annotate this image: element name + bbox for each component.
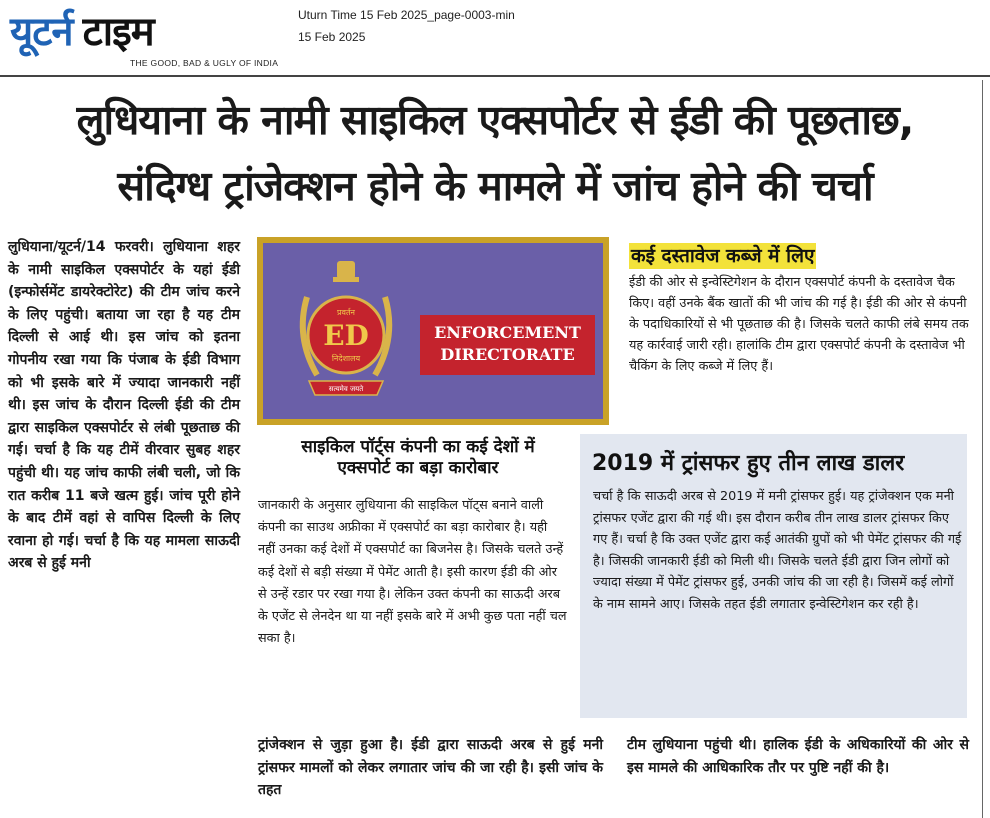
cycle-heading-line-1: साइकिल पॉर्ट्स कंपनी का कई देशों में (301, 437, 535, 457)
image-background (263, 243, 603, 419)
masthead-tagline: THE GOOD, BAD & UGLY OF INDIA (130, 58, 279, 68)
cycle-section-body: जानकारी के अनुसार लुधियाना की साइकिल पॉट्स बनाने वाली कंपनी का साउथ अफ्रीका में एक्सपोर्ट का बड़ा कारोबार है। यही नहीं उनका कई देशों में एक्सपोर्ट का बिजनेस है। जिसके चलते उन्हें कई देशों से बड़ी संख्या में पेमेंट आती है। इसी कारण ईडी की ओर से उन्हें रडार पर रखा गया है। लेकिन उक्त कंपनी का साऊदी अरब के एजेंट से लेनदेन था या नहीं इसके बारे में अभी कुछ पता नहीं चल सका है। (258, 498, 567, 647)
documents-section-heading: कई दस्तावेज कब्जे में लिए (631, 245, 815, 267)
logo-part-time: टाइम (82, 9, 154, 55)
enforcement-directorate-image (257, 237, 609, 425)
cycle-section-heading (258, 437, 578, 479)
lead-paragraph: लुधियाना/यूटर्न/14 फरवरी। लुधियाना शहर के नामी साइकिल एक्सपोर्टर के यहां ईडी (इन्फोर्समेंट डायरेक्टोरेट) की टीम जांच करने के लिए पहुंची। बताया जा रहा है यह टीम दिल्ली से आई थी। इस जांच को इतना गोपनीय रखा गया कि पंजाब के ईडी विभाग को भी इसके बारे में ज्यादा जानकारी नहीं थी। इस जांच के दौरान दिल्ली ईडी की टीम द्वारा साइकिल एक्सपोर्टर से लंबी पूछताछ की गई। चर्चा है कि यह टीमें वीरवार सुबह शहर पहुंची थी। यह जांच काफी लंबी चली, जो कि रात करीब 11 बजे खत्म हुई। जांच पूरी होने के बाद टीमें वहां से वापिस दिल्ली के लिए रवाना हो गई। चर्चा है कि यह मामला साऊदी अरब से हुई मनी (8, 239, 240, 572)
ed-label-banner (420, 315, 595, 375)
continuation-column-middle: ट्रांजेक्शन से जुड़ा हुआ है। ईडी द्वारा साऊदी अरब से हुई मनी ट्रांसफर मामलों को लेकर लगातार जांच की जा रही है। इसी जांच के तहत (258, 737, 603, 799)
emblem-motto: सत्यमेव जयते (328, 385, 364, 393)
ed-emblem-icon (287, 257, 405, 407)
masthead-divider (0, 75, 990, 77)
ed-label-line-2: DIRECTORATE (440, 345, 575, 364)
newspaper-logo (10, 6, 154, 58)
cycle-heading-line-2: एक्सपोर्ट का बड़ा कारोबार (337, 458, 499, 478)
emblem-initials: ED (323, 319, 369, 352)
continuation-column-right: टीम लुधियाना पहुंची थी। हालिक ईडी के अधिकारियों की ओर से इस मामले की आधिकारिक तौर पर पुष्टि नहीं की है। (627, 737, 969, 776)
headline-line-1: लुधियाना के नामी साइकिल एक्सपोर्टर से ईडी की पूछताछ, (76, 96, 914, 144)
logo-part-uturn: यूटर्न (10, 9, 73, 55)
emblem-bottom-text: निदेशालय (331, 354, 361, 363)
headline-line-2: संदिग्ध ट्रांजेक्शन होने के मामले में जांच होने की चर्चा (117, 162, 873, 210)
transfer-section-heading: 2019 में ट्रांसफर हुए तीन लाख डालर (592, 451, 905, 476)
issue-date: 15 Feb 2025 (298, 30, 366, 44)
file-title: Uturn Time 15 Feb 2025_page-0003-min (298, 8, 515, 22)
ed-label-line-1: ENFORCEMENT (434, 323, 581, 342)
lead-article-column (8, 236, 240, 575)
documents-section-body: ईडी की ओर से इन्वेस्टिगेशन के दौरान एक्सपोर्ट कंपनी के दस्तावेज चैक किए। वहीं उनके बैंक खातों की भी जांच की गई है। ईडी की ओर से कंपनी के पदाधिकारियों से भी पूछताछ की है। जिसके चलते काफी लंबे समय तक यह कार्रवाई जारी रही। हालांकि टीम द्वारा एक्सपोर्ट कंपनी के दस्तावेज भी चैकिंग के लिए कब्जे में लिए हैं। (629, 275, 969, 374)
emblem-top-text: प्रवर्तन (337, 308, 355, 317)
transfer-section-body: चर्चा है कि साऊदी अरब से 2019 में मनी ट्रांसफर हुई। यह ट्रांजेक्शन एक मनी ट्रांसफर एजेंट द्वारा की गई थी। इस दौरान करीब तीन लाख डालर ट्रांसफर किए गए हैं। चर्चा है कि उक्त एजेंट द्वारा कई आतंकी ग्रुपों को भी पेमेंट ट्रांसफर की गई है। जिसकी जानकारी ईडी को मिली थी। जिसके चलते ईडी द्वारा जिन लोगों को ज्यादा संख्या में पेमेंट ट्रांसफर हुई, उनकी जांच की जा रही है। जिसमें कई लोगों के नाम सामने आए। जिसके तहत ईडी लगातार इन्वेस्टिगेशन कर रही है। (593, 489, 962, 612)
